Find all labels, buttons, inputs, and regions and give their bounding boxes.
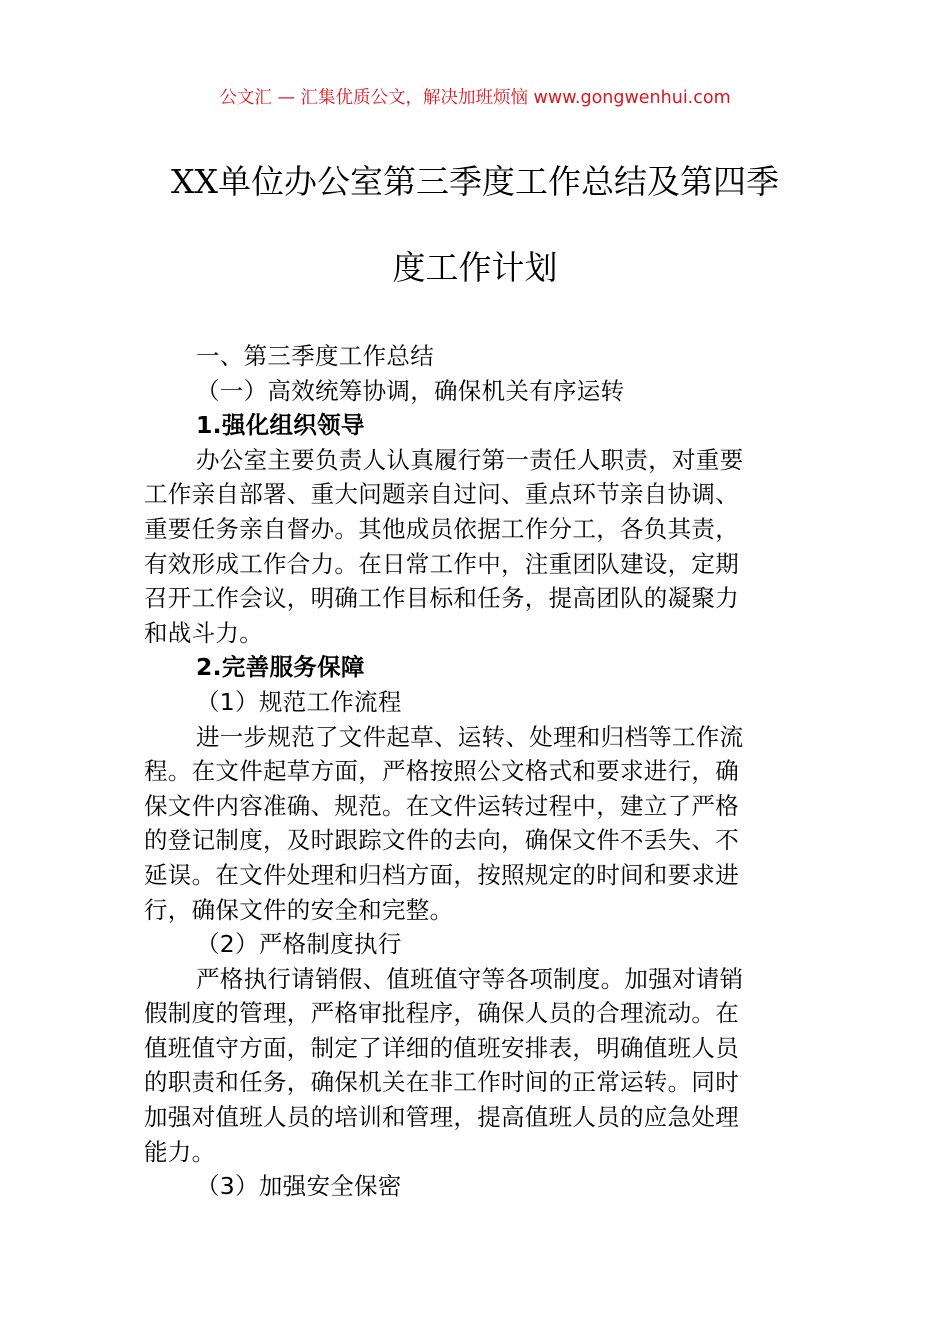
item-heading: 1.强化组织领导: [196, 411, 365, 440]
paragraph-line: 有效形成工作合力。在日常工作中，注重团队建设，定期: [144, 549, 739, 578]
paragraph-line: 值班值守方面，制定了详细的值班安排表，明确值班人员: [144, 1033, 739, 1062]
paragraph-line: 假制度的管理，严格审批程序，确保人员的合理流动。在: [144, 999, 739, 1028]
subsection-heading: （一）高效统筹协调，确保机关有序运转: [196, 376, 625, 405]
watermark-banner: 公文汇 — 汇集优质公文，解决加班烦恼 www.gongwenhui.com: [219, 88, 731, 108]
document-title-line-2: 度工作计划: [392, 248, 558, 287]
document-title-line-1: XX单位办公室第三季度工作总结及第四季: [171, 162, 779, 201]
sub-item-heading: （1）规范工作流程: [196, 687, 402, 716]
section-heading: 一、第三季度工作总结: [196, 342, 434, 370]
sub-item-heading: （3）加强安全保密: [196, 1172, 402, 1201]
item-heading: 2.完善服务保障: [196, 653, 365, 682]
paragraph-line: 保文件内容准确、规范。在文件运转过程中，建立了严格: [144, 791, 739, 820]
paragraph-line: 召开工作会议，明确工作目标和任务，提高团队的凝聚力: [144, 584, 739, 613]
sub-item-heading: （2）严格制度执行: [196, 930, 402, 959]
paragraph-line: 严格执行请销假、值班值守等各项制度。加强对请销: [196, 964, 744, 993]
paragraph-line: 办公室主要负责人认真履行第一责任人职责，对重要: [196, 445, 744, 474]
document-body: [144, 339, 808, 1204]
paragraph-line: 程。在文件起草方面，严格按照公文格式和要求进行，确: [144, 757, 739, 786]
paragraph-line: 的登记制度，及时跟踪文件的去向，确保文件不丢失、不: [144, 826, 739, 855]
paragraph-line: 能力。: [144, 1137, 216, 1166]
paragraph-line: 进一步规范了文件起草、运转、处理和归档等工作流: [196, 722, 744, 751]
paragraph-line: 重要任务亲自督办。其他成员依据工作分工，各负其责，: [144, 514, 739, 543]
paragraph-line: 的职责和任务，确保机关在非工作时间的正常运转。同时: [144, 1068, 739, 1097]
paragraph-line: 和战斗力。: [144, 618, 263, 647]
paragraph-line: 行，确保文件的安全和完整。: [144, 895, 454, 924]
paragraph-line: 加强对值班人员的培训和管理，提高值班人员的应急处理: [144, 1103, 739, 1132]
paragraph-line: 延误。在文件处理和归档方面，按照规定的时间和要求进: [144, 860, 739, 889]
paragraph-line: 工作亲自部署、重大问题亲自过问、重点环节亲自协调、: [144, 480, 739, 509]
